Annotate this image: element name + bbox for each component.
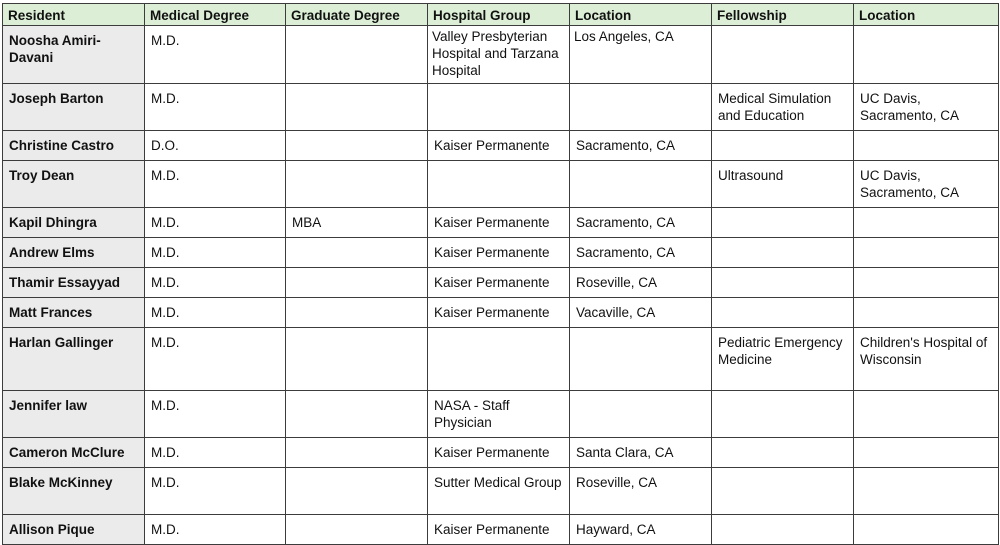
graduate-degree-cell [286, 161, 428, 208]
location-cell [570, 161, 712, 208]
resident-name: Matt Frances [3, 298, 145, 328]
fellowship-cell [712, 131, 854, 161]
hospital-group-cell [428, 161, 570, 208]
medical-degree-cell: M.D. [145, 268, 286, 298]
location-cell: Los Angeles, CA [570, 26, 712, 84]
resident-name: Thamir Essayyad [3, 268, 145, 298]
fellowship-location-cell [854, 131, 999, 161]
residents-table [2, 3, 999, 545]
location-cell: Santa Clara, CA [570, 438, 712, 468]
hospital-group-cell: Kaiser Permanente [428, 298, 570, 328]
location-cell: Hayward, CA [570, 515, 712, 545]
medical-degree-cell: M.D. [145, 238, 286, 268]
medical-degree-cell: M.D. [145, 468, 286, 515]
fellowship-cell [712, 26, 854, 84]
medical-degree-cell: M.D. [145, 26, 286, 84]
header-medical-degree: Medical Degree [145, 4, 286, 26]
hospital-group-cell: Sutter Medical Group [428, 468, 570, 515]
graduate-degree-cell [286, 84, 428, 131]
graduate-degree-cell [286, 391, 428, 438]
graduate-degree-cell [286, 26, 428, 84]
fellowship-location-cell [854, 468, 999, 515]
table-row [3, 515, 999, 545]
hospital-group-cell: Kaiser Permanente [428, 438, 570, 468]
resident-name: Cameron McClure [3, 438, 145, 468]
fellowship-location-cell [854, 438, 999, 468]
medical-degree-cell: M.D. [145, 298, 286, 328]
fellowship-location-cell [854, 391, 999, 438]
header-fellowship: Fellowship [712, 4, 854, 26]
fellowship-cell [712, 468, 854, 515]
fellowship-location-cell [854, 26, 999, 84]
fellowship-location-cell [854, 238, 999, 268]
table-row [3, 391, 999, 438]
table-row [3, 161, 999, 208]
location-cell [570, 328, 712, 391]
location-cell: Vacaville, CA [570, 298, 712, 328]
fellowship-cell [712, 515, 854, 545]
medical-degree-cell: M.D. [145, 328, 286, 391]
graduate-degree-cell [286, 438, 428, 468]
location-cell [570, 84, 712, 131]
table-row [3, 328, 999, 391]
graduate-degree-cell: MBA [286, 208, 428, 238]
fellowship-location-cell: UC Davis, Sacramento, CA [854, 84, 999, 131]
graduate-degree-cell [286, 238, 428, 268]
table-row [3, 131, 999, 161]
medical-degree-cell: M.D. [145, 515, 286, 545]
medical-degree-cell: D.O. [145, 131, 286, 161]
hospital-group-cell: Kaiser Permanente [428, 238, 570, 268]
location-cell: Roseville, CA [570, 268, 712, 298]
fellowship-cell [712, 391, 854, 438]
fellowship-cell [712, 208, 854, 238]
location-cell [570, 391, 712, 438]
hospital-group-cell [428, 84, 570, 131]
hospital-group-cell: Kaiser Permanente [428, 515, 570, 545]
fellowship-location-cell: UC Davis, Sacramento, CA [854, 161, 999, 208]
table-row [3, 438, 999, 468]
location-cell: Sacramento, CA [570, 131, 712, 161]
table-row [3, 26, 999, 84]
medical-degree-cell: M.D. [145, 84, 286, 131]
graduate-degree-cell [286, 468, 428, 515]
fellowship-cell [712, 238, 854, 268]
resident-name: Blake McKinney [3, 468, 145, 515]
medical-degree-cell: M.D. [145, 161, 286, 208]
fellowship-cell: Ultrasound [712, 161, 854, 208]
fellowship-cell [712, 438, 854, 468]
fellowship-location-cell [854, 298, 999, 328]
resident-name: Kapil Dhingra [3, 208, 145, 238]
hospital-group-cell: Kaiser Permanente [428, 268, 570, 298]
hospital-group-cell: NASA - Staff Physician [428, 391, 570, 438]
hospital-group-cell: Valley Presbyterian Hospital and Tarzana Hospital [428, 26, 570, 84]
header-hospital-group: Hospital Group [428, 4, 570, 26]
resident-name: Andrew Elms [3, 238, 145, 268]
resident-name: Allison Pique [3, 515, 145, 545]
header-row [3, 4, 999, 26]
hospital-group-cell: Kaiser Permanente [428, 131, 570, 161]
hospital-group-cell [428, 328, 570, 391]
fellowship-cell [712, 298, 854, 328]
resident-name: Noosha Amiri-Davani [3, 26, 145, 84]
hospital-group-cell: Kaiser Permanente [428, 208, 570, 238]
resident-name: Christine Castro [3, 131, 145, 161]
graduate-degree-cell [286, 131, 428, 161]
table-row [3, 84, 999, 131]
fellowship-cell: Medical Simulation and Education [712, 84, 854, 131]
location-cell: Sacramento, CA [570, 208, 712, 238]
header-resident: Resident [3, 4, 145, 26]
resident-name: Troy Dean [3, 161, 145, 208]
location-cell: Sacramento, CA [570, 238, 712, 268]
header-fellowship-location: Location [854, 4, 999, 26]
fellowship-location-cell [854, 515, 999, 545]
table-row [3, 238, 999, 268]
table-row [3, 208, 999, 238]
fellowship-location-cell [854, 208, 999, 238]
resident-name: Jennifer law [3, 391, 145, 438]
graduate-degree-cell [286, 298, 428, 328]
table-row [3, 298, 999, 328]
medical-degree-cell: M.D. [145, 391, 286, 438]
resident-name: Harlan Gallinger [3, 328, 145, 391]
graduate-degree-cell [286, 268, 428, 298]
header-location: Location [570, 4, 712, 26]
fellowship-location-cell [854, 268, 999, 298]
medical-degree-cell: M.D. [145, 438, 286, 468]
fellowship-cell: Pediatric Emergency Medicine [712, 328, 854, 391]
table-row [3, 468, 999, 515]
graduate-degree-cell [286, 328, 428, 391]
resident-name: Joseph Barton [3, 84, 145, 131]
header-graduate-degree: Graduate Degree [286, 4, 428, 26]
table-row [3, 268, 999, 298]
graduate-degree-cell [286, 515, 428, 545]
fellowship-location-cell: Children's Hospital of Wisconsin [854, 328, 999, 391]
fellowship-cell [712, 268, 854, 298]
medical-degree-cell: M.D. [145, 208, 286, 238]
location-cell: Roseville, CA [570, 468, 712, 515]
